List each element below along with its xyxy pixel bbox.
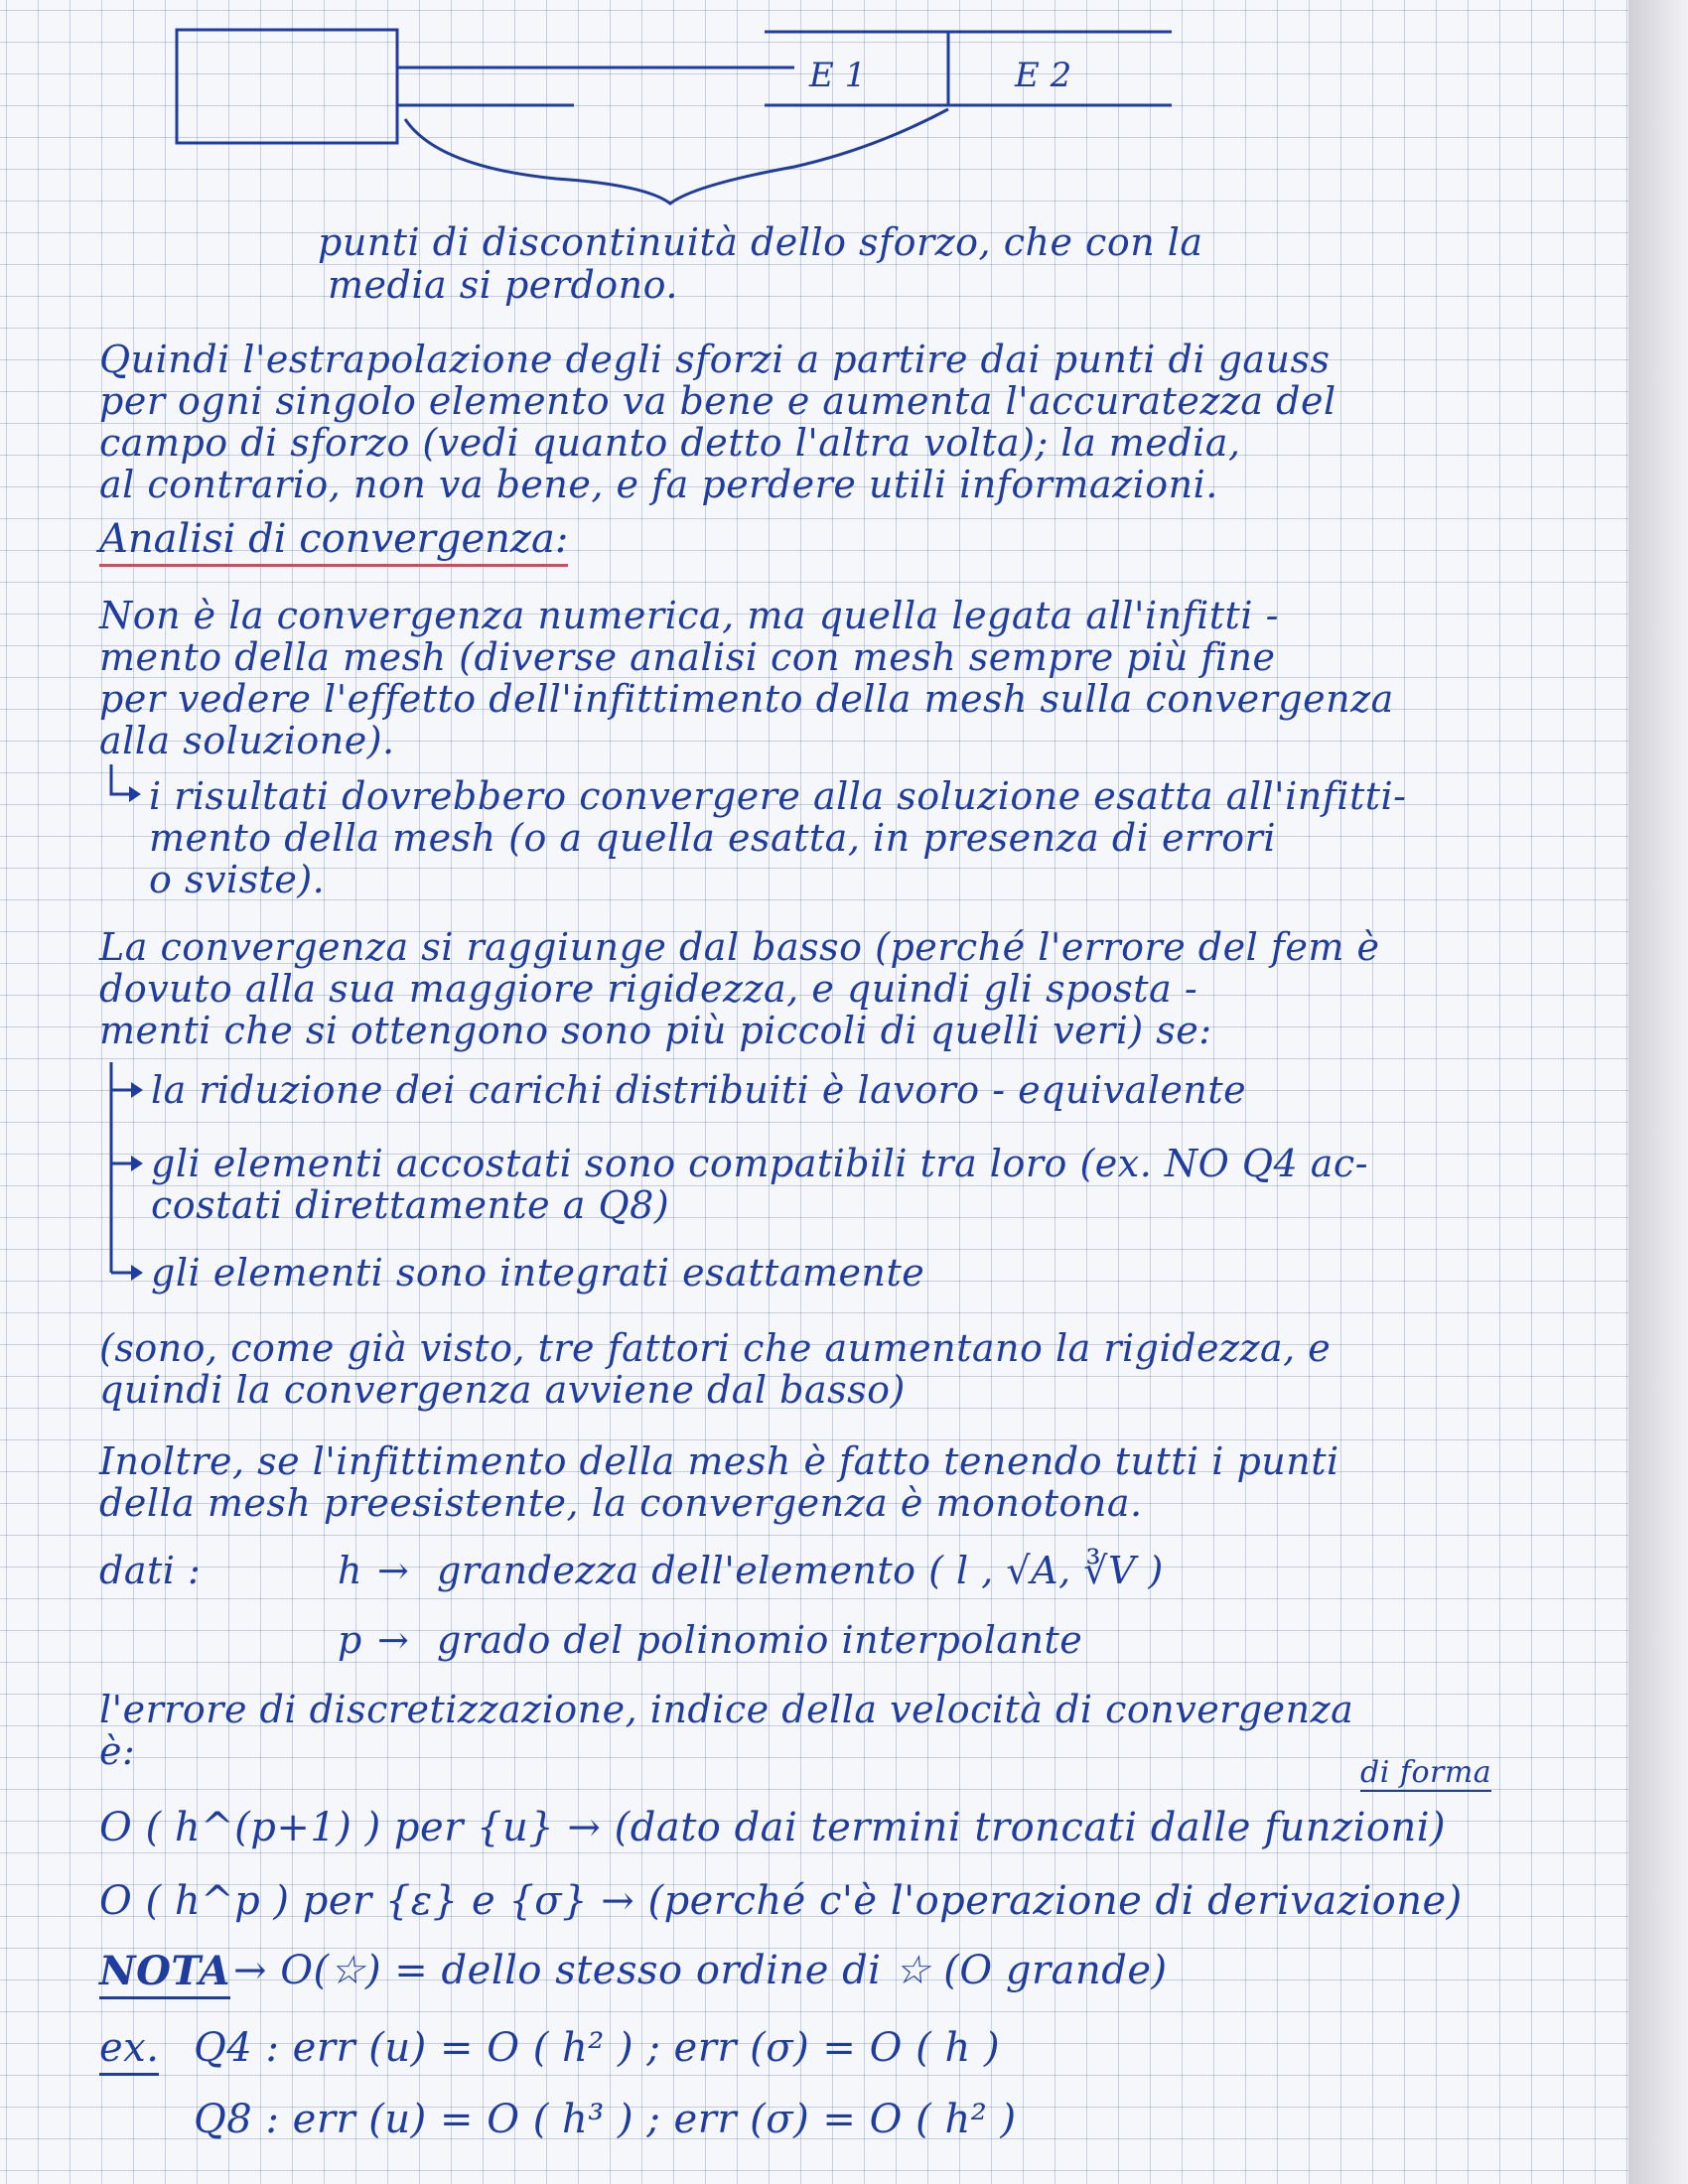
error-intro-line-2: è: — [99, 1729, 136, 1773]
label-e1: E 1 — [809, 56, 867, 95]
result-line-3: o sviste). — [149, 858, 326, 901]
paragraph-4-line-2: quindi la convergenza avviene dal basso) — [99, 1368, 906, 1412]
definition-p-arrow: → — [377, 1618, 410, 1662]
definition-p-symbol: p — [338, 1618, 362, 1662]
element-box-left — [177, 30, 397, 143]
diagram-caption-1: punti di discontinuità dello sforzo, che con la — [318, 220, 1203, 264]
paragraph-3-line-3: menti che si ottengono sono più piccoli di quelli veri) se: — [99, 1009, 1212, 1052]
result-line-2: mento della mesh (o a quella esatta, in presenza di errori — [149, 816, 1276, 860]
example-line-q4: Q4 : err (u) = O ( h² ) ; err (σ) = O ( h ) — [194, 2025, 1001, 2071]
error-line-u: O ( h^(p+1) ) per {u} → (dato dai termini troncati dalle funzioni) — [99, 1805, 1447, 1850]
paragraph-2-line-1: Non è la convergenza numerica, ma quella legata all'infitti - — [99, 594, 1279, 637]
paragraph-4-line-1: (sono, come già visto, tre fattori che aumentano la rigidezza, e — [99, 1326, 1332, 1370]
conditions-bracket — [0, 0, 199, 1310]
condition-2: gli elementi accostati sono compatibili tra loro (ex. NO Q4 ac- — [151, 1142, 1369, 1185]
error-intro-line-1: l'errore di discretizzazione, indice della velocità di convergenza — [99, 1688, 1354, 1731]
condition-2-cont: costati direttamente a Q8) — [151, 1183, 670, 1227]
example-line-q8: Q8 : err (u) = O ( h³ ) ; err (σ) = O ( h² ) — [194, 2097, 1017, 2142]
paragraph-3-line-2: dovuto alla sua maggiore rigidezza, e quindi gli sposta - — [99, 967, 1198, 1011]
condition-3: gli elementi sono integrati esattamente — [151, 1251, 925, 1295]
label-e2: E 2 — [1015, 56, 1072, 95]
error-line-strain-stress: O ( h^p ) per {ε} e {σ} → (perché c'è l'operazione di derivazione) — [99, 1878, 1463, 1924]
nota-label: NOTA — [99, 1948, 230, 1999]
definition-h-text: grandezza dell'elemento ( l , √A, ∛V ) — [437, 1549, 1164, 1592]
diagram-caption-2: media si perdono. — [328, 263, 678, 307]
condition-1: la riduzione dei carichi distribuiti è lavoro - equivalente — [151, 1068, 1247, 1112]
paragraph-2-line-4: alla soluzione). — [99, 719, 395, 762]
section-title: Analisi di convergenza: — [99, 516, 568, 567]
paragraph-2-line-2: mento della mesh (diverse analisi con mesh sempre più fine — [99, 635, 1276, 679]
paragraph-1-line-4: al contrario, non va bene, e fa perdere utili informazioni. — [99, 463, 1218, 506]
definition-h-symbol: h — [338, 1549, 362, 1592]
paragraph-3-line-1: La convergenza si raggiunge dal basso (perché l'errore del fem è — [99, 925, 1380, 969]
definition-h-arrow: → — [377, 1549, 410, 1592]
page-binding-edge — [1628, 0, 1688, 2184]
definitions-label: dati : — [99, 1549, 202, 1592]
definition-p-text: grado del polinomio interpolante — [437, 1618, 1083, 1662]
result-line-1: i risultati dovrebbero convergere alla soluzione esatta all'infitti- — [149, 774, 1407, 818]
nota-text: → O(☆) = dello stesso ordine di ☆ (O grande) — [233, 1948, 1168, 1993]
element-diagram — [0, 0, 1628, 328]
paragraph-5-line-1: Inoltre, se l'infittimento della mesh è fatto tenendo tutti i punti — [99, 1439, 1339, 1483]
paragraph-1-line-1: Quindi l'estrapolazione degli sforzi a partire dai punti di gauss — [99, 338, 1331, 381]
paragraph-5-line-2: della mesh preesistente, la convergenza è monotona. — [99, 1481, 1143, 1525]
paragraph-1-line-3: campo di sforzo (vedi quanto detto l'altra volta); la media, — [99, 421, 1241, 465]
brace-curve — [405, 109, 948, 204]
paragraph-1-line-2: per ogni singolo elemento va bene e aumenta l'accuratezza del — [99, 379, 1336, 423]
margin-note: di forma — [1360, 1755, 1492, 1790]
example-label: ex. — [99, 2025, 159, 2076]
paragraph-2-line-3: per vedere l'effetto dell'infittimento della mesh sulla convergenza — [99, 677, 1394, 721]
